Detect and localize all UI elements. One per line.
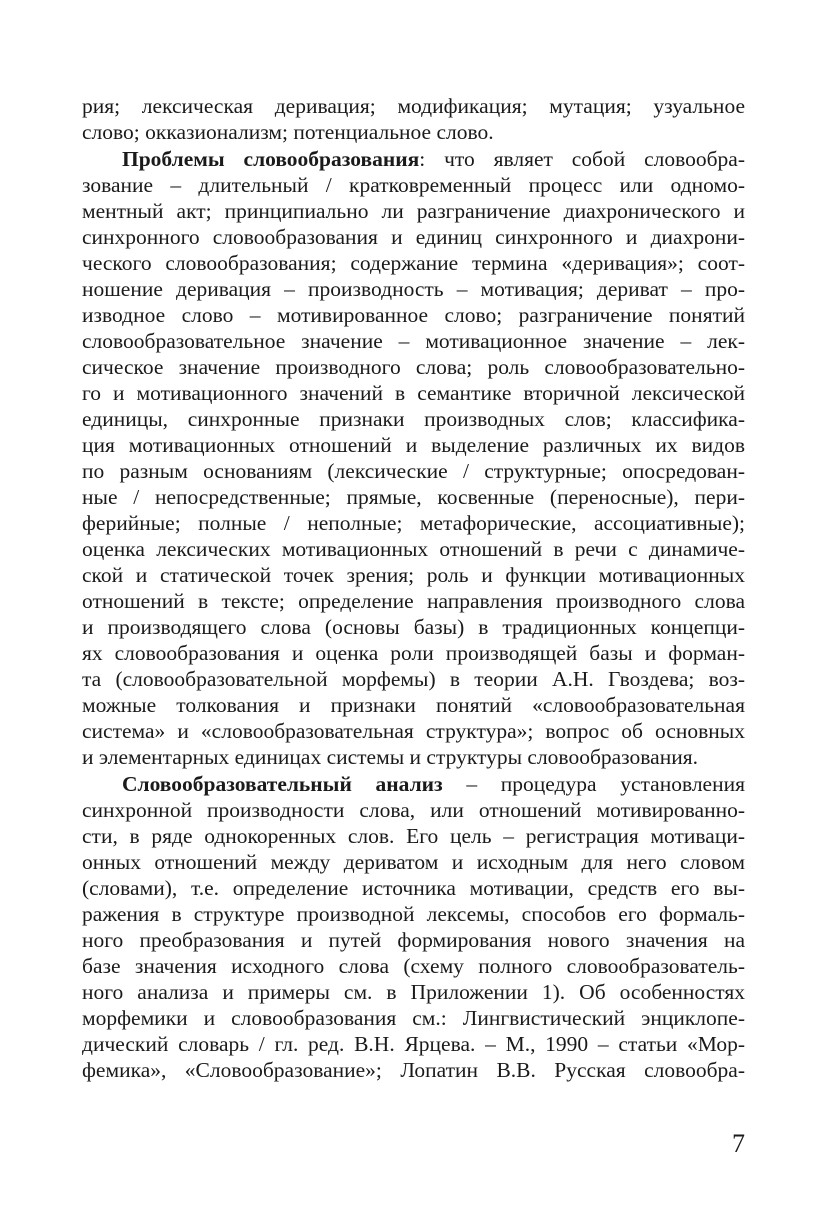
text-line: оценка лексических мотивационных отношений в речи с динамиче- [82, 537, 745, 561]
page-number: 7 [732, 1129, 745, 1158]
text-line: и производящего слова (основы базы) в традиционных концепци- [82, 615, 745, 639]
text-line: ные / непосредственные; прямые, косвенные (переносные), пери- [82, 485, 745, 509]
text-line: синхронного словообразования и единиц синхронного и диахрони- [82, 225, 745, 249]
term-heading: Словообразовательный анализ [122, 772, 443, 796]
text-line: ферийные; полные / неполные; метафорические, ассоциативные); [82, 511, 745, 535]
text-line: ношение деривация – производность – мотивация; дериват – про- [82, 277, 745, 301]
text-line: отношений в тексте; определение направления производного слова [82, 589, 745, 613]
text-span: – процедура установления [442, 772, 745, 796]
text-line: сти, в ряде однокоренных слов. Его цель – регистрация мотиваци- [82, 824, 745, 848]
text-line: ного анализа и примеры см. в Приложении 1). Об особенностях [82, 980, 745, 1004]
text-line: рия; лексическая деривация; модификация; мутация; узуальное [82, 94, 745, 118]
text-line: зование – длительный / кратковременный процесс или одномо- [82, 173, 745, 197]
text-line: ного преобразования и путей формирования нового значения на [82, 928, 745, 952]
text-line: го и мотивационного значений в семантике вторичной лексической [82, 381, 745, 405]
text-line: ция мотивационных отношений и выделение различных их видов [82, 433, 745, 457]
text-line: ской и статической точек зрения; роль и функции мотивационных [82, 563, 745, 587]
text-line: ментный акт; принципиально ли разграничение диахронического и [82, 199, 745, 223]
text-line: та (словообразовательной морфемы) в теории А.Н. Гвоздева; воз- [82, 667, 745, 691]
text-line: слово; окказионализм; потенциальное слово. [82, 120, 494, 144]
text-line: онных отношений между дериватом и исходным для него словом [82, 850, 745, 874]
text-line: система» и «словообразовательная структура»; вопрос об основных [82, 719, 745, 743]
paragraph-start-line [122, 771, 745, 797]
text-line: словообразовательное значение – мотивационное значение – лек- [82, 329, 745, 353]
text-line: по разным основаниям (лексические / структурные; опосредован- [82, 459, 745, 483]
text-line: дический словарь / гл. ред. В.Н. Ярцева. – М., 1990 – статьи «Мор- [82, 1032, 745, 1056]
term-heading: Проблемы словообразования [122, 147, 420, 171]
text-line: синхронной производности слова, или отношений мотивированно- [82, 798, 745, 822]
text-line: ях словообразования и оценка роли производящей базы и форман- [82, 641, 745, 665]
text-line: (словами), т.е. определение источника мотивации, средств его вы- [82, 876, 745, 900]
text-line: фемика», «Словообразование»; Лопатин В.В. Русская словообра- [82, 1058, 745, 1082]
text-line: морфемики и словообразования см.: Лингвистический энциклопе- [82, 1006, 745, 1030]
text-line: изводное слово – мотивированное слово; разграничение понятий [82, 303, 745, 327]
text-line: единицы, синхронные признаки производных слов; классифика- [82, 407, 745, 431]
text-line: ческого словообразования; содержание термина «деривация»; соот- [82, 251, 745, 275]
paragraph-start-line [122, 146, 745, 172]
text-span: : что являет собой словообра- [419, 147, 745, 171]
text-line: ражения в структуре производной лексемы, способов его формаль- [82, 902, 745, 926]
text-line: сическое значение производного слова; роль словообразовательно- [82, 355, 745, 379]
text-line: и элементарных единицах системы и структуры словообразования. [82, 745, 698, 769]
text-line: базе значения исходного слова (схему полного словообразователь- [82, 954, 745, 978]
text-line: можные толкования и признаки понятий «словообразовательная [82, 693, 745, 717]
